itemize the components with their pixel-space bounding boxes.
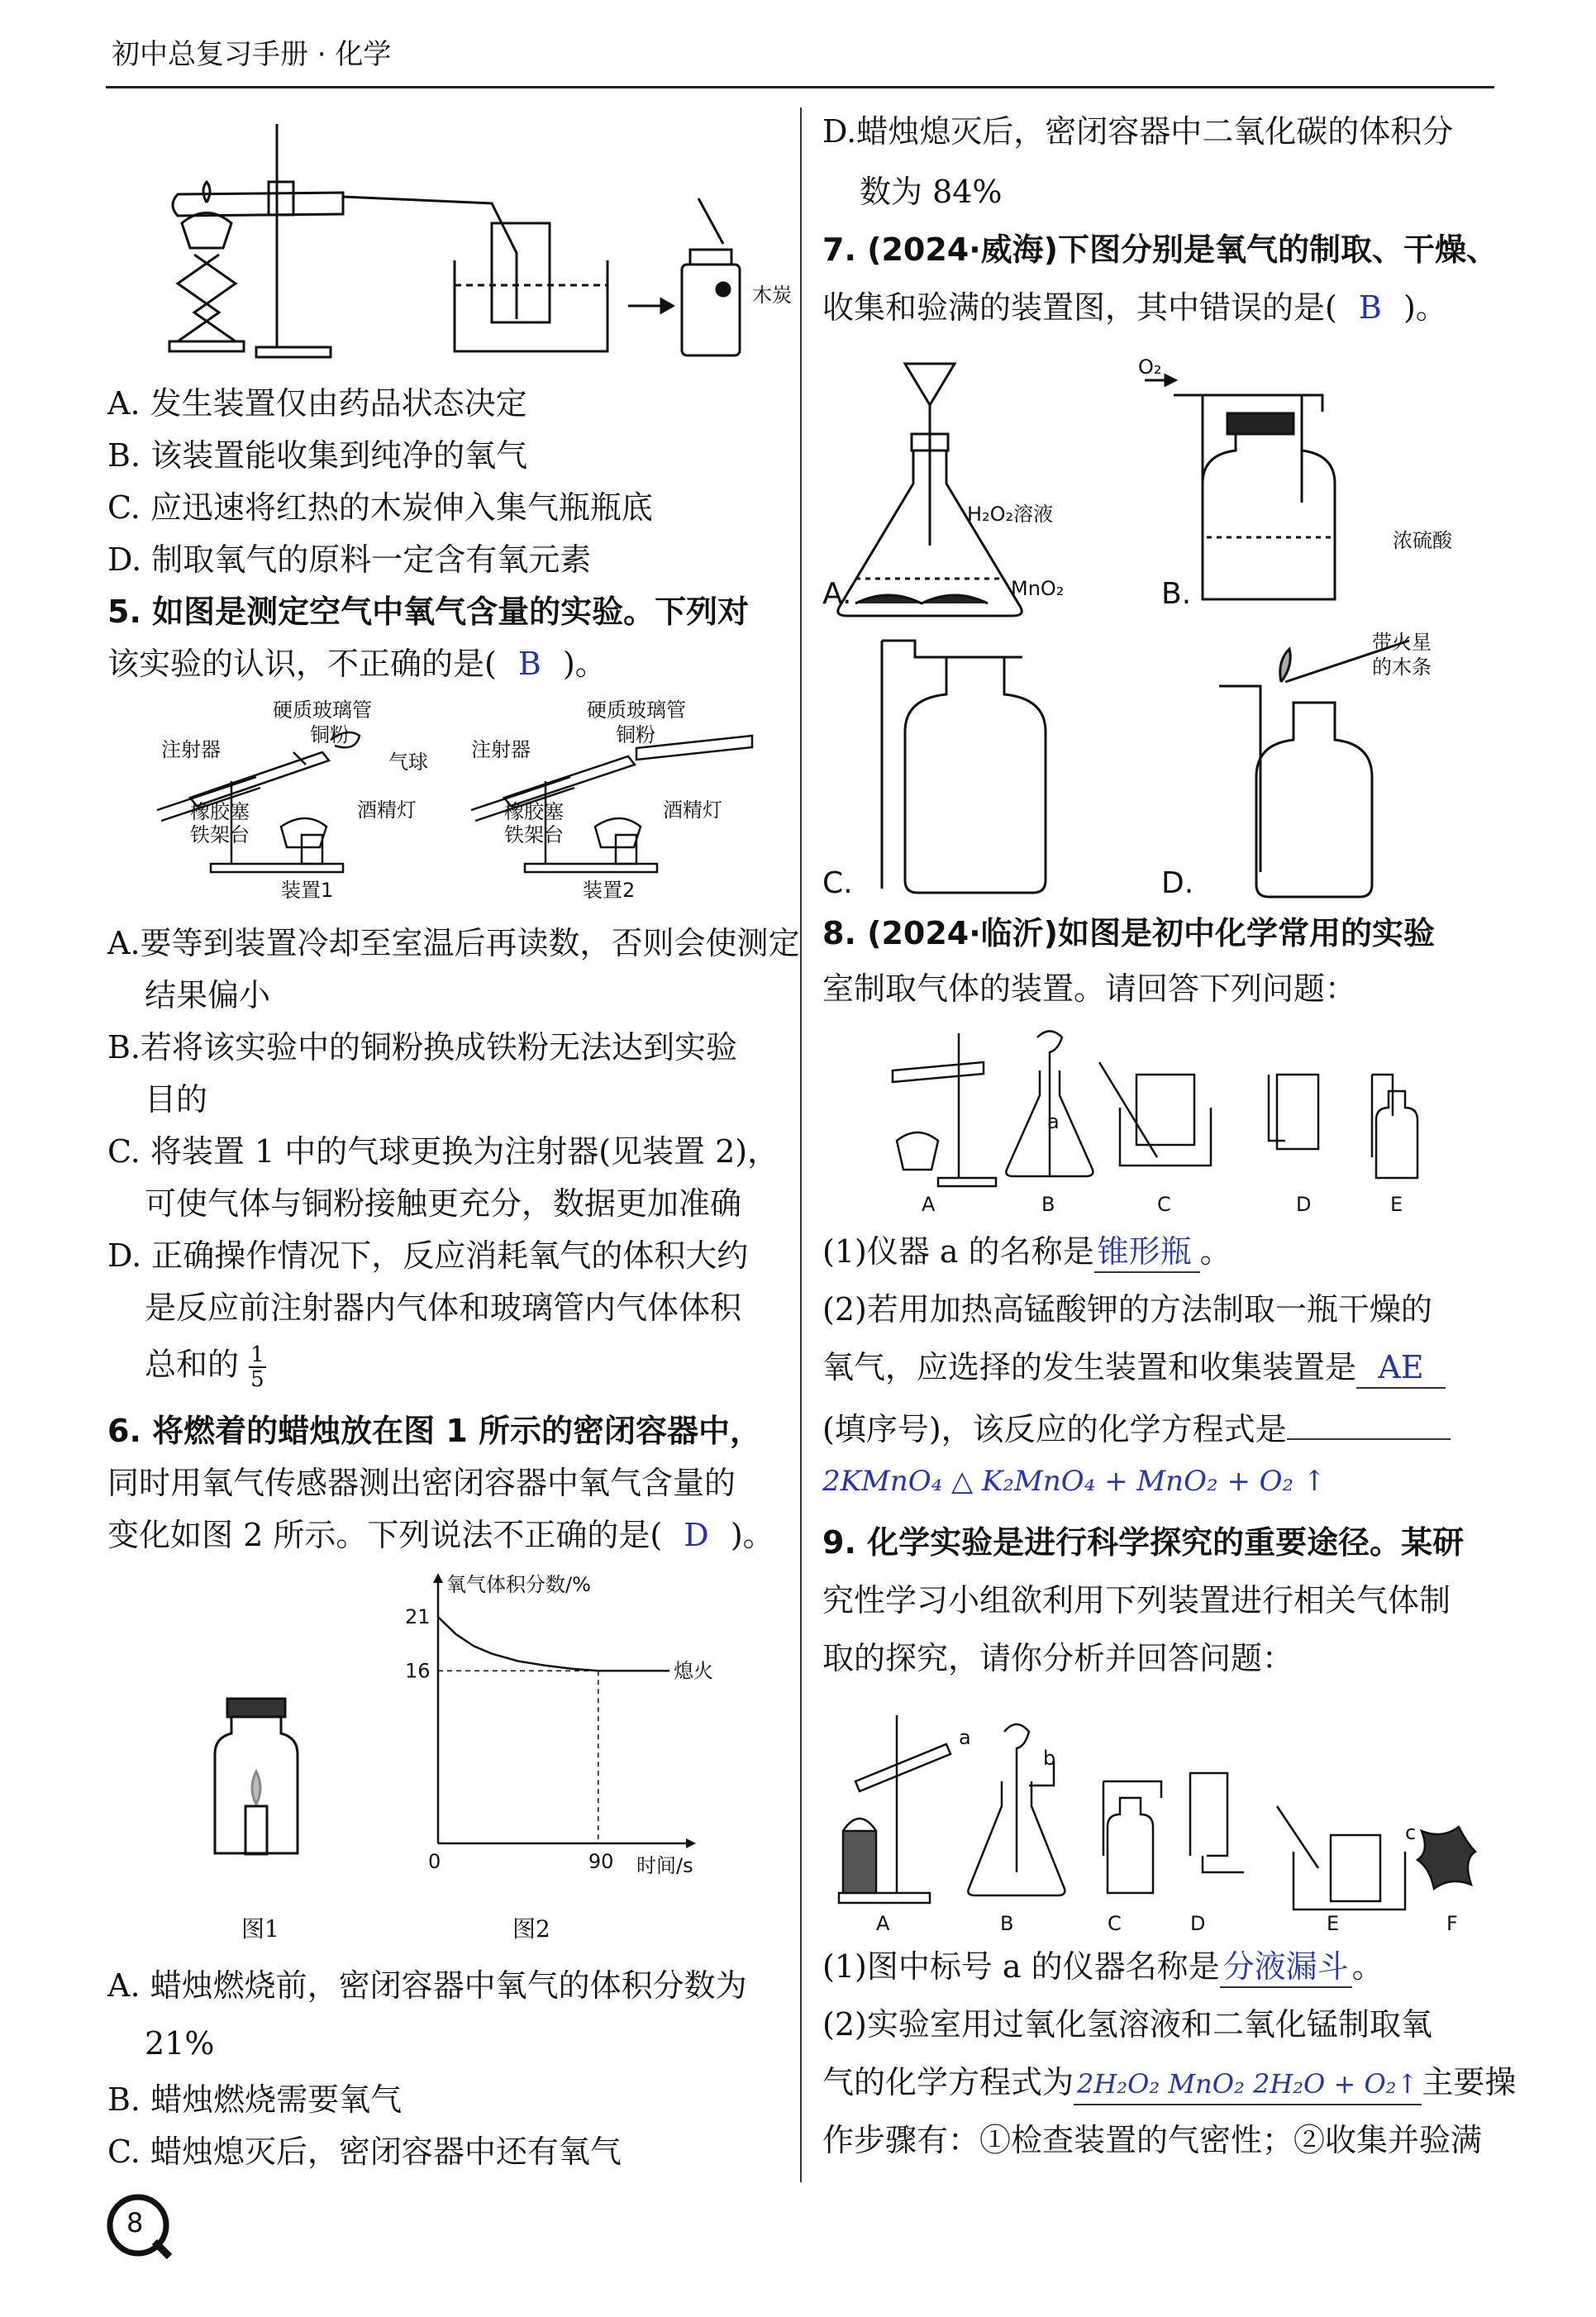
q8-apparatus-figure — [876, 1025, 1455, 1215]
q8-stem1: 8. (2024·临沂)如图是初中化学常用的实验 — [822, 915, 1436, 951]
q9-sub2-line2-post: 主要操 — [1422, 2064, 1517, 2100]
q5-option-c-2: 可使气体与铜粉接触更充分，数据更加准确 — [145, 1185, 742, 1222]
q7-stem1: 7. (2024·威海)下图分别是氧气的制取、干燥、 — [822, 231, 1498, 268]
q6-option-b: B. 蜡烛燃烧需要氧气 — [107, 2081, 403, 2118]
q5-option-d-3 — [145, 1343, 266, 1391]
q9-sub1-answer: 分液漏斗 — [1220, 1947, 1352, 1988]
q9-label-e: E — [1327, 1912, 1340, 1935]
q6-option-a-2: 21% — [145, 2025, 215, 2062]
q8-sub2-line2-pre: 氧气，应选择的发生装置和收集装置是 — [822, 1349, 1357, 1385]
q5-copper-label-2: 铜粉 — [616, 723, 655, 746]
q4-option-a: A. 发生装置仅由药品状态决定 — [107, 385, 527, 422]
q6-option-d-1: D.蜡烛熄灭后，密闭容器中二氧化碳的体积分 — [822, 113, 1454, 150]
y-tick-16: 16 — [405, 1659, 431, 1683]
q5-device1-label: 装置1 — [281, 879, 334, 902]
q9-label-c: C — [1108, 1912, 1122, 1935]
q9-mark-c: c — [1405, 1821, 1417, 1844]
q7-stem-line2 — [822, 288, 1447, 327]
q5-syringe-label-2: 注射器 — [471, 738, 531, 761]
q4-option-d: D. 制取氧气的原料一定含有氧元素 — [107, 541, 592, 578]
q6-stem3-post: )。 — [730, 1517, 774, 1553]
q8-sub1-post: 。 — [1199, 1233, 1232, 1270]
y-axis-arrow — [433, 1573, 443, 1583]
q8-sub1 — [822, 1232, 1232, 1273]
q8-stem-line1 — [822, 913, 1435, 953]
q7-splint-label-1: 带火星 — [1372, 631, 1432, 654]
x-tick-0: 0 — [428, 1850, 441, 1873]
q6-fig1-label: 图1 — [241, 1915, 279, 1943]
q4-apparatus-figure — [153, 116, 792, 364]
q7-label-b: B. — [1161, 577, 1192, 611]
q6-stem-line1 — [107, 1411, 761, 1451]
y-axis-label: 氧气体积分数/% — [446, 1573, 591, 1596]
q5-option-b-1: B.若将该实验中的铜粉换成铁粉无法达到实验 — [107, 1029, 738, 1066]
q5-option-c-1: C. 将装置 1 中的气球更换为注射器(见装置 2)， — [107, 1133, 779, 1170]
q8-sub2-line1: (2)若用加热高锰酸钾的方法制取一瓶干燥的 — [822, 1291, 1432, 1328]
q5-stem-line2 — [107, 644, 607, 684]
q7-label-c: C. — [822, 866, 853, 900]
q9-sub2-line2-pre: 气的化学方程式为 — [822, 2064, 1074, 2100]
x-axis-arrow — [686, 1838, 696, 1848]
q6-stem-line2: 同时用氧气传感器测出密闭容器中氧气含量的 — [107, 1465, 736, 1501]
q7-apparatus-figure — [822, 355, 1500, 909]
page-header-title: 初中总复习手册 · 化学 — [112, 38, 392, 71]
column-divider — [800, 107, 802, 2182]
q9-mark-a: a — [959, 1726, 971, 1749]
q5-frac-num: 1 — [250, 1342, 264, 1367]
q8-sub2-line2 — [822, 1347, 1446, 1389]
q5-stem-line1 — [107, 592, 749, 632]
q6-fig2-label: 图2 — [512, 1915, 550, 1943]
q7-stem2-pre: 收集和验满的装置图，其中错误的是( — [822, 289, 1337, 326]
q8-sub1-pre: (1)仪器 a 的名称是 — [822, 1233, 1094, 1270]
q7-h2o2-label: H₂O₂溶液 — [967, 503, 1054, 526]
q8-label-b: B — [1041, 1193, 1055, 1216]
q8-sub2-answer: AE — [1356, 1347, 1446, 1389]
q8-equation-blank — [1287, 1405, 1451, 1440]
q6-figure1 — [211, 1699, 302, 1864]
q8-label-d: D — [1296, 1193, 1312, 1216]
y-tick-21: 21 — [405, 1605, 431, 1629]
q9-sub2-equation: 2H₂O₂ MnO₂ 2H₂O + O₂↑ — [1074, 2064, 1422, 2105]
q7-o2-label: O₂ — [1138, 355, 1162, 379]
q9-sub2-line3: 作步骤有：①检查装置的气密性；②收集并验满 — [822, 2122, 1483, 2158]
page-number: 8 — [126, 2207, 144, 2238]
q7-mno2-label: MnO₂ — [1011, 577, 1065, 600]
q9-apparatus-figure — [827, 1707, 1496, 1938]
q9-label-b: B — [1000, 1912, 1014, 1935]
q4-option-b: B. 该装置能收集到纯净的氧气 — [107, 437, 528, 474]
q9-label-f: F — [1446, 1912, 1458, 1935]
q5-option-d-2: 是反应前注射器内气体和玻璃管内气体体积 — [145, 1290, 742, 1326]
oxygen-chart-svg — [388, 1571, 713, 1885]
q5-stopper-label-1: 橡胶塞 — [190, 800, 250, 823]
q9-stem-line1 — [822, 1523, 1464, 1562]
q5-option-a-1: A.要等到装置冷却至室温后再读数，否则会使测定 — [107, 925, 800, 961]
q6-option-c: C. 蜡烛熄灭后，密闭容器中还有氧气 — [107, 2133, 622, 2170]
q8-label-e: E — [1390, 1193, 1403, 1216]
q5-answer: B — [517, 646, 541, 682]
q9-sub1 — [822, 1947, 1384, 1988]
q5-option-b-2: 目的 — [145, 1081, 208, 1118]
q5-tube-label-2: 硬质玻璃管 — [587, 698, 686, 722]
q5-stem2-post: )。 — [562, 646, 607, 682]
q5-option-d-1: D. 正确操作情况下，反应消耗氧气的体积大约 — [107, 1237, 749, 1274]
q8-label-c: C — [1157, 1193, 1171, 1216]
q5-device2-label: 装置2 — [583, 879, 636, 902]
q6-chart — [388, 1571, 713, 1885]
q4-option-c: C. 应迅速将红热的木炭伸入集气瓶瓶底 — [107, 489, 653, 526]
q9-stem-line2: 究性学习小组欲利用下列装置进行相关气体制 — [822, 1582, 1451, 1619]
q5-lamp-label-1: 酒精灯 — [357, 799, 417, 822]
q5-apparatus-figure — [141, 698, 769, 905]
q5-tube-label-1: 硬质玻璃管 — [273, 698, 372, 722]
q9-stem-line3: 取的探究，请你分析并回答问题： — [822, 1640, 1294, 1676]
q7-stem2-post: )。 — [1403, 289, 1447, 326]
q5-frac-den: 5 — [250, 1367, 264, 1392]
q5-stem2-pre: 该实验的认识，不正确的是( — [107, 646, 497, 682]
q6-stem-line3 — [107, 1515, 774, 1555]
q5-stand-label-2: 铁架台 — [504, 823, 564, 846]
x-tick-90: 90 — [588, 1850, 614, 1873]
q6-answer: D — [684, 1517, 709, 1553]
q8-sub2-line3-text: (填序号)，该反应的化学方程式是 — [822, 1411, 1287, 1447]
q7-label-a: A. — [822, 577, 852, 611]
q6-option-a-1: A. 蜡烛燃烧前，密闭容器中氧气的体积分数为 — [107, 1967, 747, 2004]
annotation-extinguish: 熄火 — [674, 1659, 713, 1683]
q5-lamp-label-2: 酒精灯 — [663, 799, 722, 822]
q8-sub1-answer: 锥形瓶 — [1094, 1232, 1200, 1273]
q8-sub2-line3 — [822, 1405, 1451, 1449]
q8-equation: 2KMnO₄ △ K₂MnO₄ + MnO₂ + O₂ ↑ — [822, 1465, 1327, 1498]
q7-splint-label-2: 的木条 — [1372, 656, 1432, 679]
q8-stem-line2: 室制取气体的装置。请回答下列问题： — [822, 970, 1357, 1007]
q6-option-d-2: 数为 84% — [860, 174, 1003, 210]
x-axis-label: 时间/s — [636, 1854, 693, 1877]
q9-label-d: D — [1190, 1912, 1206, 1935]
q6-stem3-pre: 变化如图 2 所示。下列说法不正确的是( — [107, 1517, 663, 1553]
q9-sub2-line1: (2)实验室用过氧化氢溶液和二氧化锰制取氧 — [822, 2006, 1432, 2043]
q9-mark-b: b — [1043, 1747, 1056, 1770]
q5-balloon-label: 气球 — [388, 751, 428, 774]
page-number-badge — [103, 2191, 178, 2265]
q9-label-a: A — [876, 1912, 890, 1935]
q6-stem1: 6. 将燃着的蜡烛放在图 1 所示的密闭容器中， — [107, 1413, 762, 1449]
q9-sub2-line2 — [822, 2062, 1516, 2105]
q7-h2so4-label: 浓硫酸 — [1393, 529, 1452, 552]
q5-option-d-3-text: 总和的 — [145, 1346, 240, 1383]
q5-copper-label-1: 铜粉 — [310, 723, 350, 746]
q5-syringe-label-1: 注射器 — [161, 738, 221, 761]
q5-fraction — [249, 1343, 266, 1391]
oxygen-series-line — [438, 1617, 669, 1671]
q7-label-d: D. — [1161, 866, 1194, 900]
q5-stand-label-1: 铁架台 — [190, 823, 250, 846]
q8-label-a: A — [922, 1193, 936, 1216]
q8-a-mark: a — [1047, 1110, 1060, 1133]
q7-answer: B — [1358, 289, 1382, 326]
q7-stem-line1 — [822, 230, 1498, 269]
q5-stopper-label-2: 橡胶塞 — [504, 800, 564, 823]
q9-sub1-post: 。 — [1351, 1948, 1384, 1985]
header-rule — [106, 86, 1494, 88]
q9-stem1: 9. 化学实验是进行科学探究的重要途径。某研 — [822, 1524, 1465, 1561]
q5-option-a-2: 结果偏小 — [145, 977, 271, 1013]
q9-sub1-pre: (1)图中标号 a 的仪器名称是 — [822, 1948, 1220, 1985]
q5-stem1: 5. 如图是测定空气中氧气含量的实验。下列对 — [107, 594, 750, 630]
q4-charcoal-label: 木炭 — [752, 284, 792, 307]
